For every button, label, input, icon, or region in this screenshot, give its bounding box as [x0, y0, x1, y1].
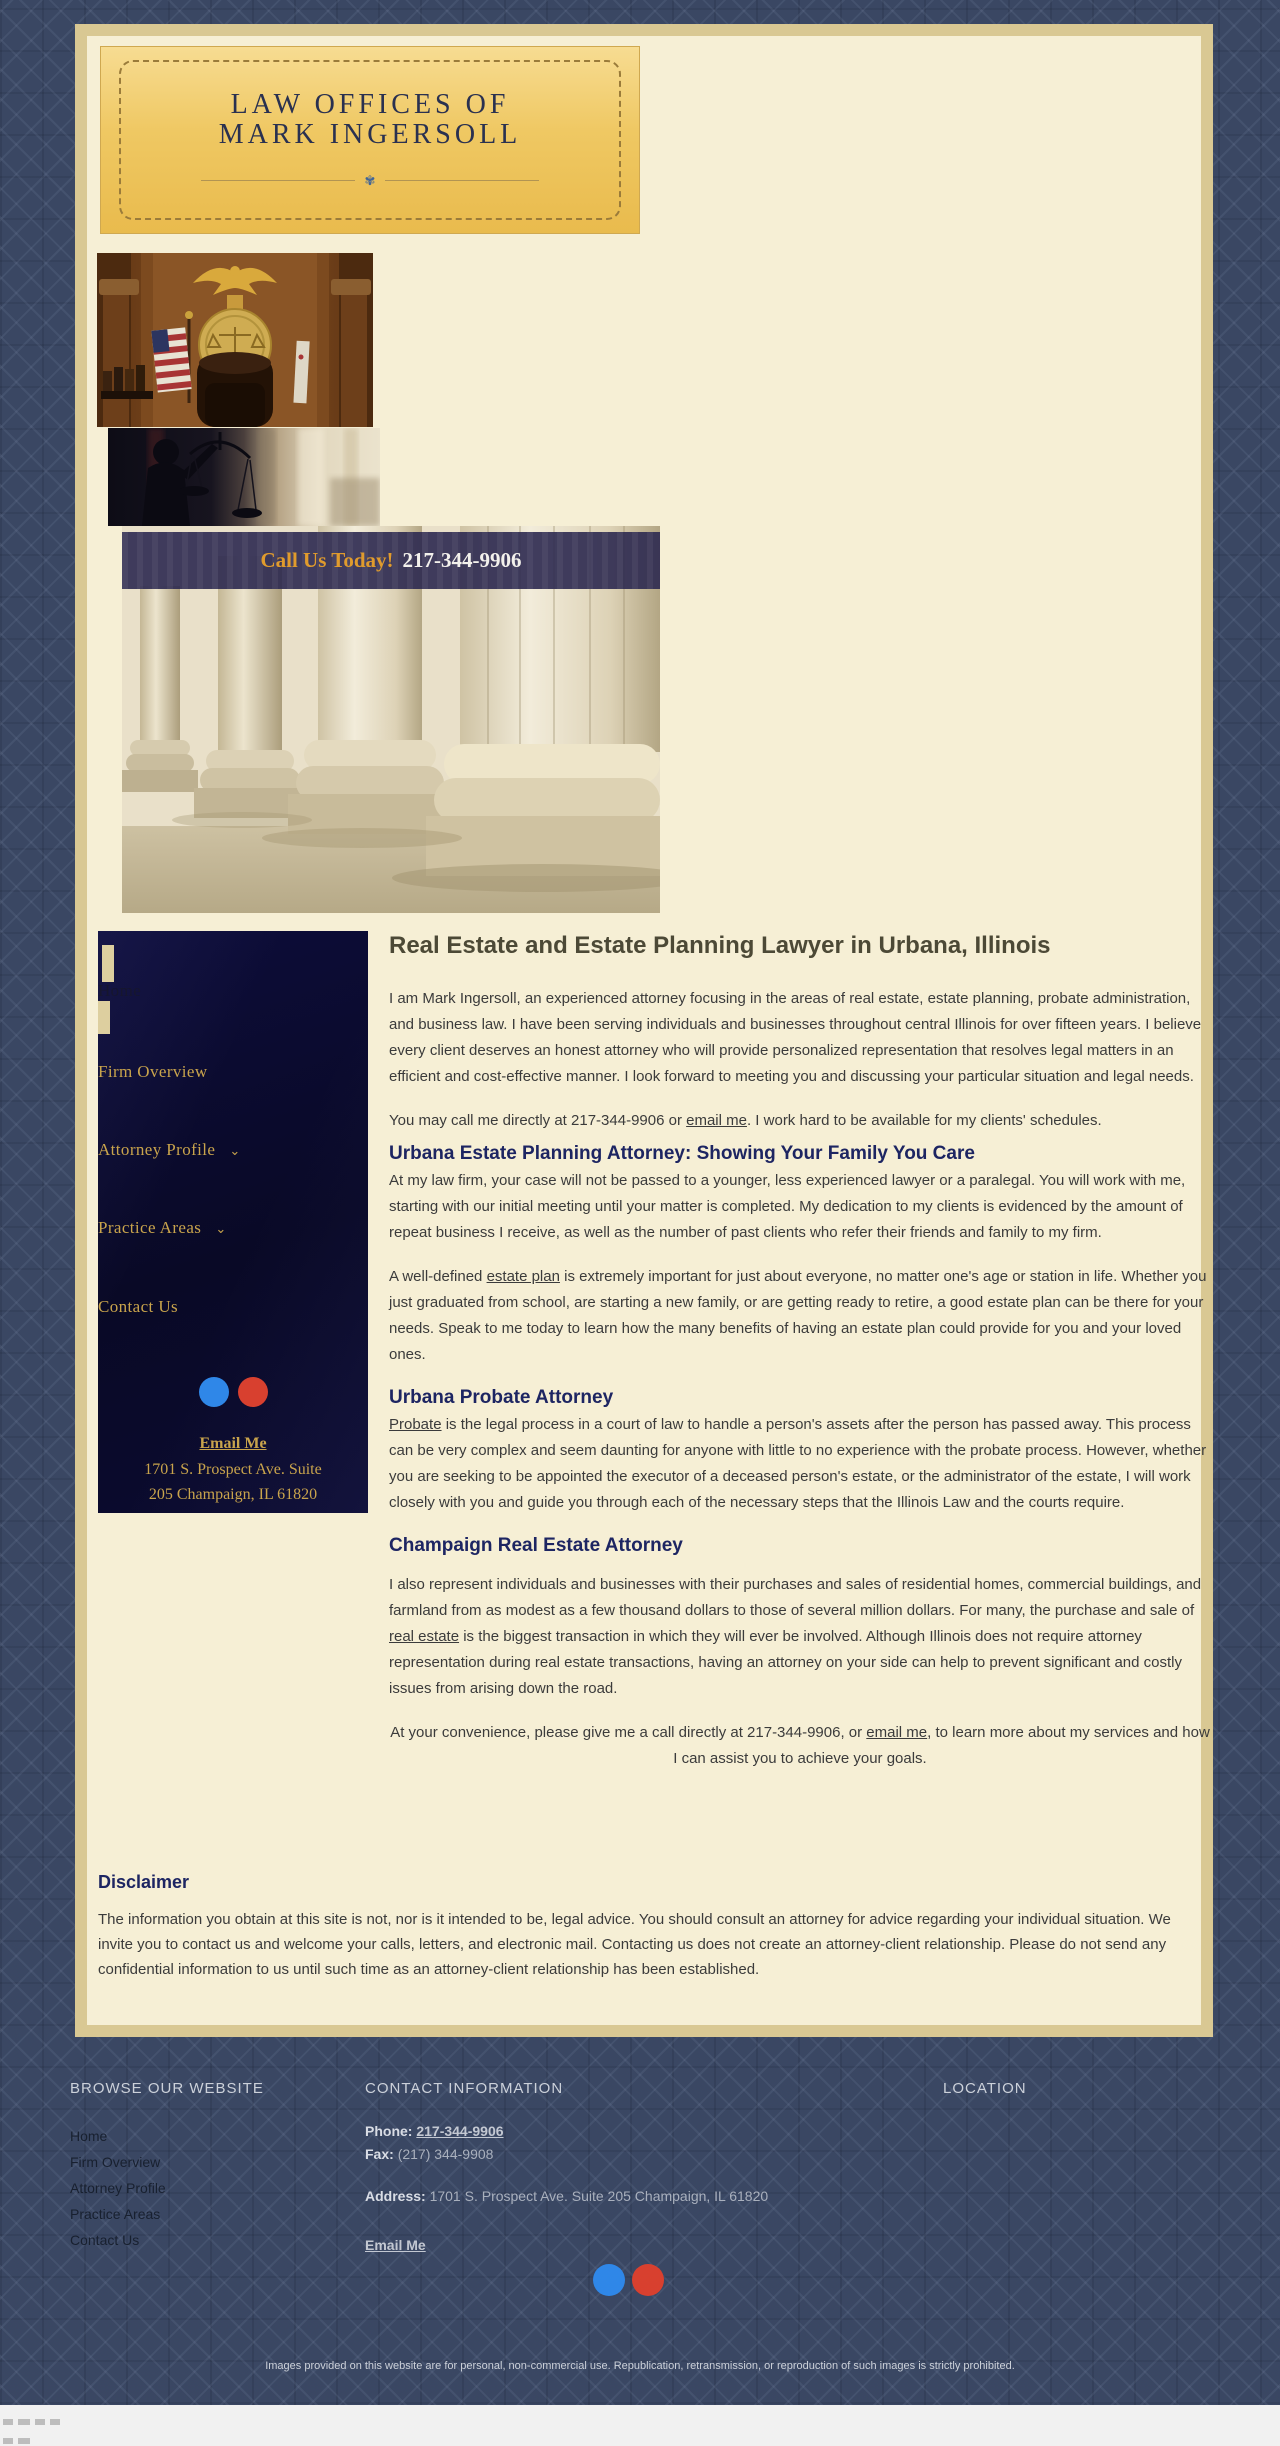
- social-blue-icon[interactable]: [199, 1377, 229, 1407]
- estate-planning-paragraph-1: At my law firm, your case will not be passed to a younger, less experienced lawyer or a paralegal. You will work with me, starting with our initial meeting until your matter is completed. My dedication to my clients is evidenced by the amount of repeat business I receive, as well as the number of past clients who refer their friends and family to my firm.: [389, 1172, 1186, 1241]
- sidebar-address-line2: 205 Champaign, IL 61820: [148, 1486, 318, 1503]
- banner-phone-number: 217-344-9906: [402, 548, 522, 572]
- logo-ornament-row: [201, 174, 540, 187]
- disclaimer-text: The information you obtain at this site is not, nor is it intended to be, legal advice. You should consult an attorney for advice regarding your individual situation. We invite you to contact us and welcome your calls, letters, and electronic mail. Contacting us does not create an attorney-client relationship. Please do not send any confidential information to us until such time as an attorney-client relationship has been established.: [98, 1911, 1171, 1978]
- sidebar-marker: [98, 1001, 110, 1034]
- sidebar-address-line1: 1701 S. Prospect Ave. Suite: [144, 1461, 322, 1478]
- footer-mini-link[interactable]: [3, 2419, 13, 2425]
- footer-images-notice: Images provided on this website are for personal, non-commercial use. Republication, retransmission, or reproduction of such images is strictly prohibited.: [265, 2360, 1015, 2372]
- footer-browse-heading: BROWSE OUR WEBSITE: [70, 2080, 264, 2097]
- logo-text: [219, 90, 522, 150]
- call-us-banner: [122, 532, 660, 589]
- email-me-link[interactable]: email me: [686, 1112, 747, 1129]
- footer-email-link[interactable]: Email Me: [365, 2237, 426, 2253]
- footer-mini-link[interactable]: [18, 2419, 30, 2425]
- footer-link-contact-us[interactable]: Contact Us: [70, 2232, 140, 2248]
- footer-link-attorney-profile[interactable]: Attorney Profile: [70, 2180, 166, 2196]
- logo-line2: MARK INGERSOLL: [218, 119, 522, 150]
- page-title: Real Estate and Estate Planning Lawyer in Urbana, Illinois: [389, 932, 1051, 959]
- site-logo[interactable]: [100, 46, 640, 234]
- footer-contact-heading: CONTACT INFORMATION: [365, 2080, 564, 2097]
- footer-phone-line: Phone: 217-344-9906: [365, 2123, 504, 2139]
- call-paragraph: You may call me directly at 217-344-9906 or email me. I work hard to be available for my clients' schedules.: [389, 1112, 1102, 1129]
- social-red-icon[interactable]: [632, 2264, 664, 2296]
- sidebar-marker: [102, 945, 114, 982]
- estate-planning-paragraph-2: A well-defined estate plan is extremely important for just about everyone, no matter one's age or station in life. Whether you just graduated from school, are starting a new family, or are getting ready to retire, a good estate plan can be there for your needs. Speak to me today to learn how the many benefits of having an estate plan could provide for you and your loved ones.: [389, 1268, 1207, 1363]
- sidebar-email-link[interactable]: Email Me: [199, 1435, 267, 1452]
- lady-justice-photo: [108, 428, 380, 526]
- footer-link-practice-areas[interactable]: Practice Areas: [70, 2206, 161, 2222]
- sidebar-item-home[interactable]: Home: [98, 981, 142, 1000]
- logo-frame: [119, 60, 621, 220]
- sidebar-item-contact-us[interactable]: Contact Us: [98, 1297, 179, 1316]
- courtroom-photo: [97, 253, 373, 427]
- main-content: [389, 932, 1211, 1790]
- footer-address-line: Address: 1701 S. Prospect Ave. Suite 205 Champaign, IL 61820: [365, 2188, 769, 2204]
- footer-browse-column: [70, 2080, 320, 2253]
- estate-plan-link[interactable]: estate plan: [486, 1268, 560, 1285]
- chevron-down-icon: ⌄: [229, 1143, 241, 1158]
- disclaimer-heading: Disclaimer: [98, 1872, 190, 1892]
- chevron-down-icon: ⌄: [215, 1221, 227, 1236]
- flourish-icon: ✾: [364, 173, 376, 188]
- real-estate-paragraph: I also represent individuals and businesses with their purchases and sales of residential homes, commercial buildings, and farmland from as modest as a few thousand dollars to those of several million dollars. For many, the purchase and sale of real estate is the biggest transaction in which they will ever be involved. Although Illinois does not require attorney representation during real estate transactions, having an attorney on your side can help to prevent significant and costly issues from arising down the road.: [389, 1576, 1202, 1697]
- probate-link[interactable]: Probate: [389, 1416, 442, 1433]
- sidebar-item-practice-areas[interactable]: Practice Areas ⌄: [98, 1218, 227, 1237]
- sidebar-social-row: [98, 1377, 368, 1407]
- bottom-strip: [0, 2405, 1280, 2446]
- real-estate-heading: Champaign Real Estate Attorney: [389, 1535, 683, 1556]
- footer-location-heading: LOCATION: [943, 2080, 1027, 2097]
- call-us-label: Call Us Today!: [260, 548, 394, 572]
- footer-link-home[interactable]: Home: [70, 2128, 108, 2144]
- footer-mini-link[interactable]: [50, 2419, 60, 2425]
- social-red-icon[interactable]: [238, 1377, 268, 1407]
- sidebar-nav: [98, 931, 368, 1513]
- footer-link-firm-overview[interactable]: Firm Overview: [70, 2154, 161, 2170]
- probate-paragraph: Probate is the legal process in a court of law to handle a person's assets after the person has passed away. This process can be very complex and seem daunting for anyone with little to no experience with the probate process. However, whether you are seeking to be appointed the executor of a deceased person's estate, or the administrator of the estate, I will work closely with you and guide you through each of the necessary steps that the Illinois Law and the courts require.: [389, 1416, 1207, 1511]
- probate-heading: Urbana Probate Attorney: [389, 1387, 614, 1408]
- intro-paragraph: I am Mark Ingersoll, an experienced attorney focusing in the areas of real estate, estate planning, probate administration, and business law. I have been serving individuals and businesses throughout central Illinois for over fifteen years. I believe every client deserves an honest attorney who will provide personalized representation that resolves legal matters in an efficient and cost-effective manner. I look forward to meeting you and discussing your particular situation and legal needs.: [389, 990, 1202, 1085]
- logo-line1: LAW OFFICES OF: [230, 89, 510, 120]
- columns-photo: [122, 526, 660, 913]
- sidebar-item-firm-overview[interactable]: Firm Overview: [98, 1062, 208, 1081]
- footer-fax-line: Fax: (217) 344-9908: [365, 2146, 494, 2162]
- footer-location-column: [943, 2080, 1143, 2123]
- footer-phone-link[interactable]: 217-344-9906: [416, 2123, 504, 2139]
- closing-paragraph: At your convenience, please give me a call directly at 217-344-9906, or email me, to learn more about my services and how I can assist you to achieve your goals.: [390, 1724, 1210, 1767]
- social-blue-icon[interactable]: [593, 2264, 625, 2296]
- footer-mini-link[interactable]: [3, 2438, 13, 2444]
- sidebar-item-attorney-profile[interactable]: Attorney Profile ⌄: [98, 1140, 241, 1159]
- email-me-link-2[interactable]: email me: [866, 1724, 928, 1741]
- footer-mini-link[interactable]: [35, 2419, 45, 2425]
- real-estate-link[interactable]: real estate: [389, 1628, 460, 1645]
- footer-mini-link[interactable]: [18, 2438, 30, 2444]
- footer-contact-column: [365, 2080, 865, 2253]
- estate-planning-heading: Urbana Estate Planning Attorney: Showing Your Family You Care: [389, 1143, 975, 1164]
- footer-social-row: [593, 2264, 664, 2296]
- disclaimer-section: [98, 1872, 1208, 1982]
